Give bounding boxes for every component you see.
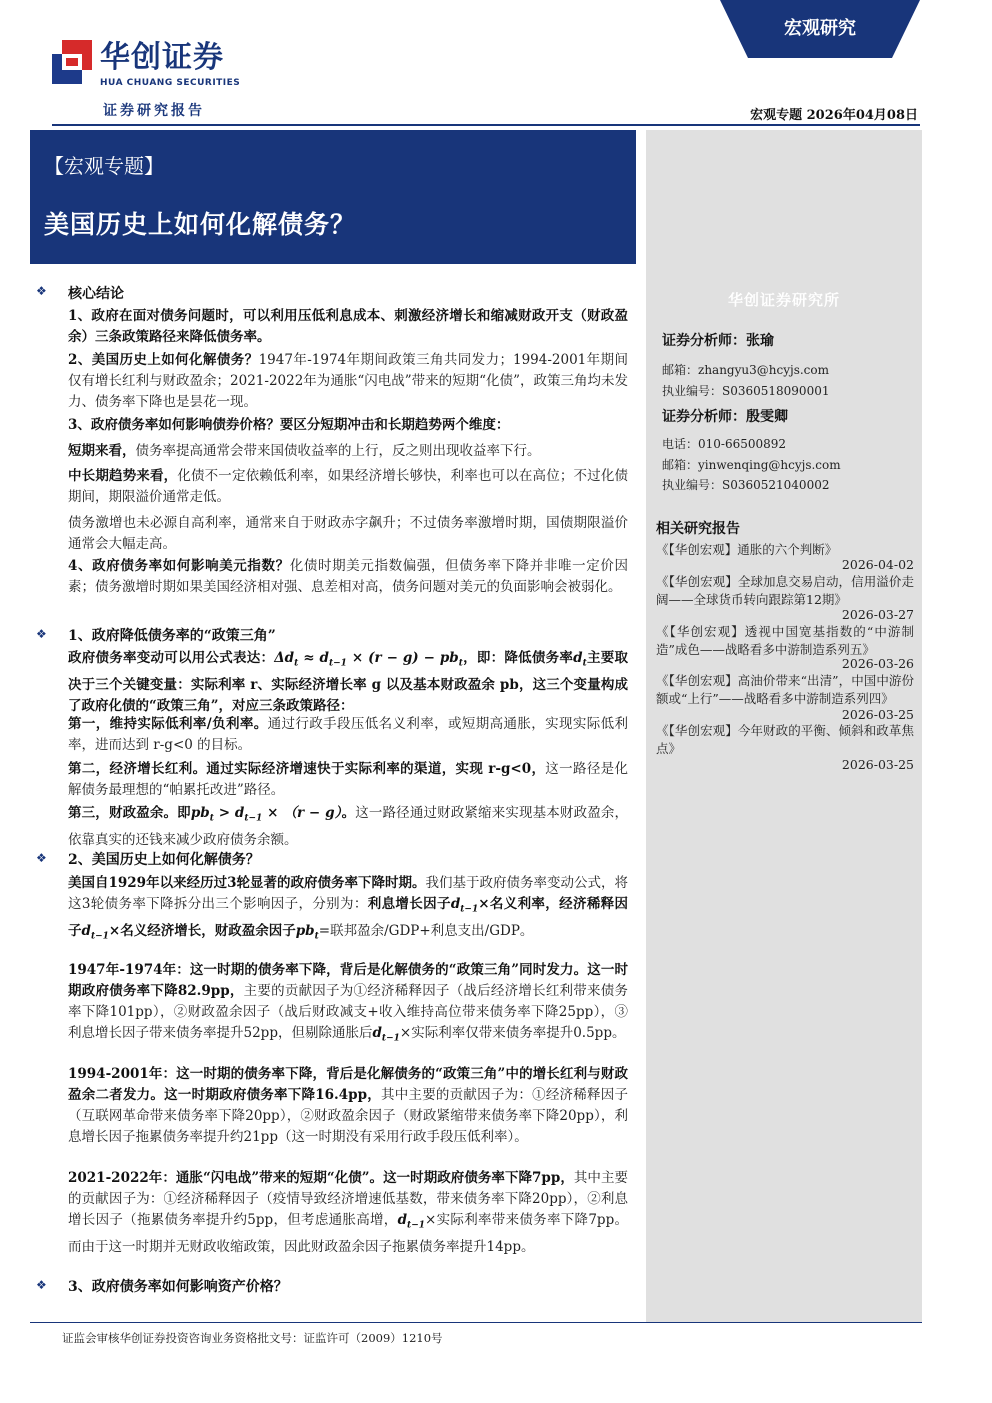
paragraph: 美国自1929年以来经历过3轮显著的政府债务率下降时期。我们基于政府债务率变动公式，将这3轮债务率下降拆分出三个影响因子，分别为：利息增长因子$d_{t-1}\times$名义利率，经济稀释因子$d_{t-1}\times$名义经济增长，财政盈余因子$pb_t=$联邦盈余/GDP+利息支出/GDP。 bbox=[68, 875, 629, 942]
section-heading: 核心结论 bbox=[68, 286, 124, 302]
title-tag: 【宏观专题】 bbox=[44, 154, 164, 178]
report-type-label: 证券研究报告 bbox=[103, 103, 205, 119]
related-reports-heading: 相关研究报告 bbox=[656, 521, 740, 537]
related-report-date: 2026-03-25 bbox=[841, 707, 914, 722]
analyst-name: 证券分析师：张瑜 bbox=[662, 333, 774, 349]
paragraph: 3、政府债务率如何影响债券价格？要区分短期冲击和长期趋势两个维度： bbox=[68, 417, 510, 433]
related-report-link[interactable]: 《【华创宏观】今年财政的平衡、倾斜和政革焦点》 bbox=[656, 723, 914, 756]
analyst-email: 邮箱：zhangyu3@hcyjs.com bbox=[662, 363, 830, 377]
paragraph: 4、政府债务率如何影响美元指数？化债时期美元指数偏强，但债务率下降并非唯一定价因素；债务激增时期如果美国经济相对强、息差相对高，债务问题对美元的负面影响会被弱化。 bbox=[68, 558, 628, 595]
category-badge: 宏观研究 bbox=[784, 18, 856, 39]
section-heading: 2、美国历史上如何化解债务？ bbox=[68, 852, 260, 868]
related-report-date: 2026-03-27 bbox=[841, 607, 914, 622]
bullet-diamond-icon: ❖ bbox=[36, 627, 47, 641]
bullet-diamond-icon: ❖ bbox=[36, 284, 47, 298]
company-logo-cn: 华创证券 bbox=[100, 40, 224, 75]
section-heading: 3、政府债务率如何影响资产价格？ bbox=[68, 1279, 288, 1295]
institute-name: 华创证券研究所 bbox=[727, 291, 840, 309]
company-logo-en: HUA CHUANG SECURITIES bbox=[100, 78, 241, 88]
paragraph: 1、政府在面对债务问题时，可以利用压低利息成本、刺激经济增长和缩减财政开支（财政盈余）三条政策路径来降低债务率。 bbox=[68, 308, 628, 345]
related-report-link[interactable]: 《【华创宏观】全球加息交易启动，信用溢价走阔——全球货币转向跟踪第12期》 bbox=[656, 574, 914, 607]
paragraph: 第三，财政盈余。即$pb_t > d_{t-1} \times (r - g)$。这一路径通过财政紧缩来实现基本财政盈余，依靠真实的还钱来减少政府债务余额。 bbox=[68, 805, 629, 848]
company-logo-mark bbox=[52, 40, 96, 84]
paragraph: 2、美国历史上如何化解债务？1947年-1974年期间政策三角共同发力；1994-2001年期间仅有增长红利与财政盈余；2021-2022年为通胀“闪电战”带来的短期“化债”，政策三角均未发力、债务率下降也是昙花一现。 bbox=[68, 352, 628, 410]
analyst-email: 邮箱：yinwenqing@hcyjs.com bbox=[662, 458, 841, 472]
footer-license-text: 证监会审核华创证券投资咨询业务资格批文号：证监许可（2009）1210号 bbox=[62, 1331, 443, 1345]
bullet-diamond-icon: ❖ bbox=[36, 851, 47, 865]
paragraph: 1994-2001年：这一时期的债务率下降，背后是化解债务的“政策三角”中的增长红利与财政盈余二者发力。这一时期政府债务率下降16.4pp，其中主要的贡献因子为：①经济稀释因子（互联网革命带来债务率下降20pp），②财政盈余因子（财政紧缩带来债务率下降20pp），利息增长因子拖累债务率提升约21pp（这一时期没有采用行政手段压低利率）。 bbox=[68, 1066, 628, 1145]
paragraph: 政府债务率变动可以用公式表达：$\Delta d_t \approx d_{t-1} \times (r - g) - pb_t$，即：降低债务率$d_t$主要取决于三个关键变量：实际利率 r、实际经济增长率 g 以及基本财政盈余 pb，这三个变量构成了政府化债的“政策三角”，对应三条政策路径： bbox=[68, 650, 629, 714]
analyst-license: 执业编号：S0360521040002 bbox=[662, 478, 830, 492]
paragraph: 1947年-1974年：这一时期的债务率下降，背后是化解债务的“政策三角”同时发力。这一时期政府债务率下降82.9pp，主要的贡献因子为①经济稀释因子（战后经济增长红利带来债务率下降101pp），②财政盈余因子（战后财政减支+收入维持高位带来债务率下降25pp），③利息增长因子带来债务率提升52pp，但剔除通胀后$d_{t-1}\times$实际利率仅带来债务率提升0.5pp。 bbox=[68, 962, 628, 1044]
report-title: 美国历史上如何化解债务？ bbox=[44, 210, 357, 239]
paragraph: 第一，维持实际低利率/负利率。通过行政手段压低名义利率，或短期高通胀，实现实际低利率，进而达到 r-g<0 的目标。 bbox=[68, 716, 629, 753]
related-report-date: 2026-03-25 bbox=[841, 757, 914, 772]
section-heading: 1、政府降低债务率的“政策三角” bbox=[68, 628, 276, 644]
analyst-name: 证券分析师：殷雯卿 bbox=[662, 409, 788, 425]
related-report-link[interactable]: 《【华创宏观】透视中国宽基指数的“中游制造”成色——战略看多中游制造系列五》 bbox=[656, 624, 914, 657]
related-report-link[interactable]: 《【华创宏观】通胀的六个判断》 bbox=[656, 542, 838, 557]
paragraph: 2021-2022年：通胀“闪电战”带来的短期“化债”。这一时期政府债务率下降7pp，其中主要的贡献因子为：①经济稀释因子（疫情导致经济增速低基数，带来债务率下降20pp），②利息增长因子（拖累债务率提升约5pp，但考虑通胀高增，$d_{t-1}\times$实际利率带来债务率下降7pp。而由于这一时期并无财政收缩政策，因此财政盈余因子拖累债务率提升14pp。 bbox=[68, 1170, 628, 1255]
related-report-date: 2026-03-26 bbox=[841, 656, 914, 671]
analyst-license: 执业编号：S0360518090001 bbox=[662, 384, 830, 398]
related-report-link[interactable]: 《【华创宏观】高油价带来“出清”，中国中游份额或“上行”——战略看多中游制造系列四》 bbox=[656, 673, 914, 706]
related-report-date: 2026-04-02 bbox=[841, 557, 914, 572]
paragraph: 第二，经济增长红利。通过实际经济增速快于实际利率的渠道，实现 r-g<0，这一路径是化解债务最理想的“帕累托改进”路径。 bbox=[68, 761, 628, 798]
header-divider bbox=[52, 124, 920, 126]
paragraph: 债务激增也未必源自高利率，通常来自于财政赤字飙升；不过债务率激增时期，国债期限溢价通常会大幅走高。 bbox=[68, 515, 628, 552]
paragraph: 中长期趋势来看，化债不一定依赖低利率，如果经济增长够快，利率也可以在高位；不过化债期间，期限溢价通常走低。 bbox=[68, 468, 629, 505]
analyst-phone: 电话：010-66500892 bbox=[662, 437, 787, 451]
paragraph: 短期来看，债务率提高通常会带来国债收益率的上行，反之则出现收益率下行。 bbox=[68, 443, 541, 459]
report-date: 宏观专题 2026年04月08日 bbox=[750, 108, 918, 123]
bullet-diamond-icon: ❖ bbox=[36, 1278, 47, 1292]
footer-divider bbox=[30, 1322, 922, 1323]
